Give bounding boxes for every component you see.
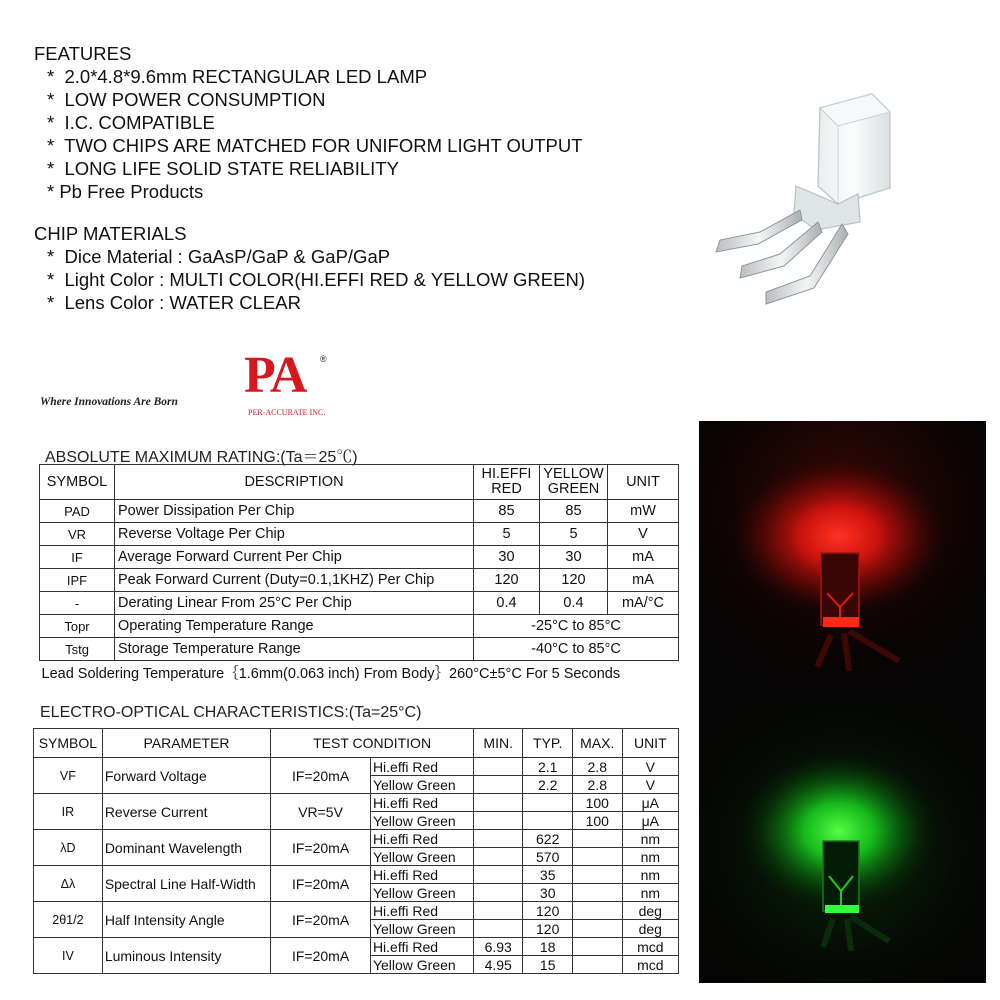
col-header: DESCRIPTION: [115, 465, 474, 500]
table-row: [34, 794, 679, 812]
symbol-cell: PAD: [40, 500, 115, 523]
typ-cell: 35: [523, 866, 572, 884]
color-cell: Yellow Green: [370, 956, 473, 974]
symbol-cell: IPF: [40, 569, 115, 592]
chip-material-item: * Dice Material : GaAsP/GaP & GaP/GaP: [47, 246, 391, 267]
feature-item: * TWO CHIPS ARE MATCHED FOR UNIFORM LIGHT OUTPUT: [47, 135, 583, 156]
max-cell: 100: [572, 812, 622, 830]
parameter-cell: Dominant Wavelength: [102, 830, 270, 866]
value-cell: 120: [474, 569, 540, 592]
symbol-cell: λD: [34, 830, 103, 866]
symbol-cell: IV: [34, 938, 103, 974]
min-cell: [473, 902, 522, 920]
max-cell: 100: [572, 794, 622, 812]
symbol-cell: Δλ: [34, 866, 103, 902]
led-lamp-illustration: [700, 90, 910, 320]
feature-item: * I.C. COMPATIBLE: [47, 112, 215, 133]
max-cell: [572, 830, 622, 848]
unit-cell: nm: [622, 830, 678, 848]
table-row: [40, 546, 679, 569]
col-header: HI.EFFI RED: [474, 465, 540, 500]
description-cell: Reverse Voltage Per Chip: [115, 523, 474, 546]
symbol-cell: VF: [34, 758, 103, 794]
table-header-row: [34, 729, 679, 758]
value-cell: 0.4: [540, 592, 608, 615]
color-cell: Yellow Green: [370, 884, 473, 902]
symbol-cell: IR: [34, 794, 103, 830]
table-row: [34, 938, 679, 956]
led-lens: [818, 94, 890, 204]
col-header: YELLOW GREEN: [540, 465, 608, 500]
color-cell: Yellow Green: [370, 776, 473, 794]
table-row: [40, 523, 679, 546]
max-cell: [572, 902, 622, 920]
brand-tagline: Where Innovations Are Born: [40, 396, 178, 408]
typ-cell: 15: [523, 956, 572, 974]
max-cell: [572, 920, 622, 938]
value-cell: 5: [540, 523, 608, 546]
unit-cell: mcd: [622, 938, 678, 956]
unit-cell: V: [608, 523, 679, 546]
unit-cell: μA: [622, 812, 678, 830]
symbol-cell: Tstg: [40, 638, 115, 661]
absolute-maximum-rating-table: [39, 464, 679, 683]
unit-cell: nm: [622, 884, 678, 902]
feature-item: * 2.0*4.8*9.6mm RECTANGULAR LED LAMP: [47, 66, 428, 87]
description-cell: Operating Temperature Range: [115, 615, 474, 638]
col-header: UNIT: [622, 729, 678, 758]
typ-cell: 120: [523, 920, 572, 938]
parameter-cell: Reverse Current: [102, 794, 270, 830]
description-cell: Derating Linear From 25°C Per Chip: [115, 592, 474, 615]
typ-cell: 2.2: [523, 776, 572, 794]
feature-item: * LOW POWER CONSUMPTION: [47, 89, 326, 110]
value-cell: 0.4: [474, 592, 540, 615]
table-row: [34, 830, 679, 848]
color-cell: Hi.effi Red: [370, 902, 473, 920]
unit-cell: deg: [622, 902, 678, 920]
unit-cell: mA: [608, 546, 679, 569]
typ-cell: 18: [523, 938, 572, 956]
parameter-cell: Half Intensity Angle: [102, 902, 270, 938]
max-cell: 2.8: [572, 758, 622, 776]
condition-cell: VR=5V: [271, 794, 371, 830]
min-cell: [473, 848, 522, 866]
red-led-lit: [699, 421, 986, 711]
features-section: [34, 42, 583, 203]
symbol-cell: 2θ1/2: [34, 902, 103, 938]
unit-cell: mA: [608, 569, 679, 592]
green-led-lit: [699, 711, 986, 983]
feature-item: * LONG LIFE SOLID STATE RELIABILITY: [47, 158, 399, 179]
features-title: FEATURES: [34, 43, 132, 64]
typ-cell: [523, 812, 572, 830]
unit-cell: nm: [622, 848, 678, 866]
table-row: [40, 592, 679, 615]
description-cell: Peak Forward Current (Duty=0.1,1KHZ) Per Chip: [115, 569, 474, 592]
soldering-note: Lead Soldering Temperature｛1.6mm(0.063 inch) From Body｝260°C±5°C For 5 Seconds: [40, 661, 679, 684]
amr-title: ABSOLUTE MAXIMUM RATING:(Ta＝25℃): [45, 449, 358, 466]
lit-led-photo: [699, 421, 986, 983]
min-cell: [473, 866, 522, 884]
condition-cell: IF=20mA: [271, 902, 371, 938]
unit-cell: mcd: [622, 956, 678, 974]
typ-cell: [523, 794, 572, 812]
parameter-cell: Spectral Line Half-Width: [102, 866, 270, 902]
table-row: [40, 638, 679, 661]
unit-cell: V: [622, 758, 678, 776]
typ-cell: 30: [523, 884, 572, 902]
unit-cell: nm: [622, 866, 678, 884]
typ-cell: 570: [523, 848, 572, 866]
col-header: TEST CONDITION: [271, 729, 474, 758]
chip-materials-section: [34, 222, 585, 314]
company-name: PER-ACCURATE INC.: [248, 408, 326, 417]
brand-logo: [244, 347, 344, 422]
table-header-row: [40, 465, 679, 500]
min-cell: [473, 920, 522, 938]
table-row: [40, 569, 679, 592]
color-cell: Hi.effi Red: [370, 866, 473, 884]
description-cell: Storage Temperature Range: [115, 638, 474, 661]
max-cell: [572, 866, 622, 884]
range-cell: -40°C to 85°C: [474, 638, 679, 661]
max-cell: 2.8: [572, 776, 622, 794]
col-header: MAX.: [572, 729, 622, 758]
symbol-cell: IF: [40, 546, 115, 569]
unit-cell: mA/°C: [608, 592, 679, 615]
max-cell: [572, 848, 622, 866]
electro-optical-table: [33, 728, 679, 974]
table-row: [40, 615, 679, 638]
color-cell: Hi.effi Red: [370, 794, 473, 812]
min-cell: [473, 758, 522, 776]
value-cell: 85: [474, 500, 540, 523]
min-cell: 4.95: [473, 956, 522, 974]
table-row: [40, 500, 679, 523]
unit-cell: deg: [622, 920, 678, 938]
registered-mark: ®: [320, 354, 327, 364]
min-cell: 6.93: [473, 938, 522, 956]
col-header: SYMBOL: [34, 729, 103, 758]
symbol-cell: -: [40, 592, 115, 615]
condition-cell: IF=20mA: [271, 866, 371, 902]
color-cell: Hi.effi Red: [370, 758, 473, 776]
typ-cell: 622: [523, 830, 572, 848]
description-cell: Average Forward Current Per Chip: [115, 546, 474, 569]
chip-material-item: * Light Color : MULTI COLOR(HI.EFFI RED & YELLOW GREEN): [47, 269, 585, 290]
value-cell: 5: [474, 523, 540, 546]
col-header: PARAMETER: [102, 729, 270, 758]
chip-materials-title: CHIP MATERIALS: [34, 223, 187, 244]
description-cell: Power Dissipation Per Chip: [115, 500, 474, 523]
color-cell: Yellow Green: [370, 848, 473, 866]
table-row: [34, 866, 679, 884]
min-cell: [473, 884, 522, 902]
col-header: TYP.: [523, 729, 572, 758]
value-cell: 30: [540, 546, 608, 569]
value-cell: 85: [540, 500, 608, 523]
min-cell: [473, 830, 522, 848]
range-cell: -25°C to 85°C: [474, 615, 679, 638]
symbol-cell: Topr: [40, 615, 115, 638]
logo-mark: PA: [244, 347, 306, 404]
col-header: SYMBOL: [40, 465, 115, 500]
min-cell: [473, 776, 522, 794]
max-cell: [572, 938, 622, 956]
table-row: [34, 758, 679, 776]
symbol-cell: VR: [40, 523, 115, 546]
soldering-row: [40, 661, 679, 684]
unit-cell: μA: [622, 794, 678, 812]
parameter-cell: Forward Voltage: [102, 758, 270, 794]
typ-cell: 120: [523, 902, 572, 920]
min-cell: [473, 812, 522, 830]
condition-cell: IF=20mA: [271, 830, 371, 866]
color-cell: Yellow Green: [370, 812, 473, 830]
col-header: UNIT: [608, 465, 679, 500]
condition-cell: IF=20mA: [271, 938, 371, 974]
color-cell: Hi.effi Red: [370, 830, 473, 848]
typ-cell: 2.1: [523, 758, 572, 776]
table-row: [34, 902, 679, 920]
eoc-title: ELECTRO-OPTICAL CHARACTERISTICS:(Ta=25°C): [40, 704, 422, 721]
color-cell: Hi.effi Red: [370, 938, 473, 956]
unit-cell: V: [622, 776, 678, 794]
unit-cell: mW: [608, 500, 679, 523]
min-cell: [473, 794, 522, 812]
feature-item: * Pb Free Products: [47, 181, 204, 202]
max-cell: [572, 884, 622, 902]
condition-cell: IF=20mA: [271, 758, 371, 794]
parameter-cell: Luminous Intensity: [102, 938, 270, 974]
color-cell: Yellow Green: [370, 920, 473, 938]
max-cell: [572, 956, 622, 974]
value-cell: 30: [474, 546, 540, 569]
chip-material-item: * Lens Color : WATER CLEAR: [47, 292, 301, 313]
value-cell: 120: [540, 569, 608, 592]
col-header: MIN.: [473, 729, 522, 758]
